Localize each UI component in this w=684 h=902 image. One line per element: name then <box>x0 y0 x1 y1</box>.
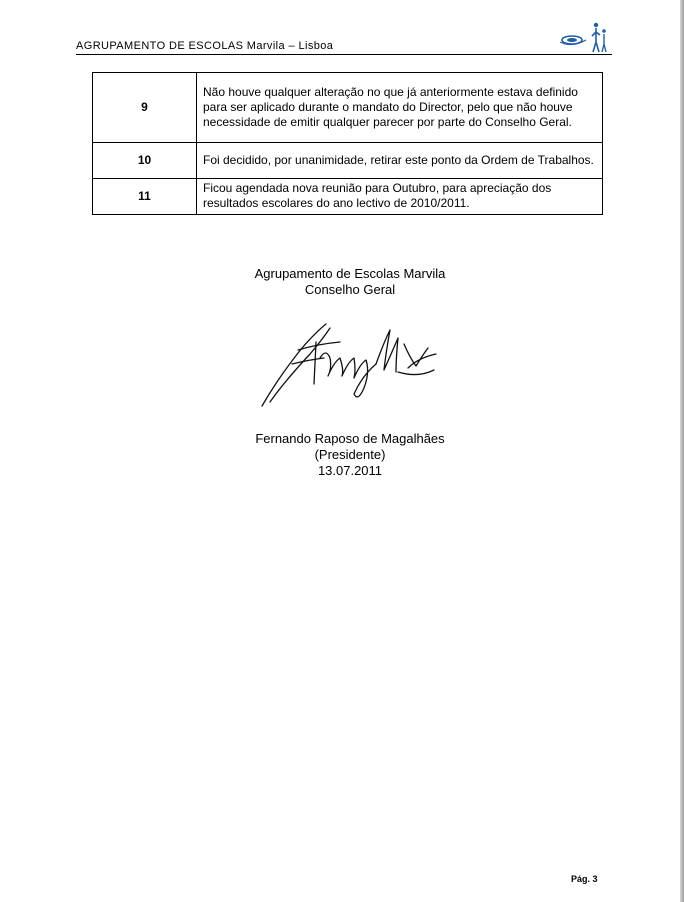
item-text: Não houve qualquer alteração no que já anteriormente estava definido para ser aplicado durante o mandato do Director, pelo que não houve necessidade de emitir qualquer parecer por parte do Conselho Geral. <box>197 73 603 143</box>
item-number: 9 <box>93 73 197 143</box>
item-number: 10 <box>93 143 197 179</box>
signature-date: 13.07.2011 <box>317 463 383 478</box>
page-header: AGRUPAMENTO DE ESCOLAS Marvila – Lisboa <box>76 40 334 52</box>
page-edge <box>680 0 684 902</box>
page-number: Pág. 3 <box>571 874 598 884</box>
item-text: Ficou agendada nova reunião para Outubro, para apreciação dos resultados escolares do ano lectivo de 2010/2011. <box>197 179 603 215</box>
item-number: 11 <box>93 179 197 215</box>
minutes-table <box>92 72 603 215</box>
signatory-role: (Presidente) <box>314 447 386 462</box>
handwritten-signature <box>258 318 440 410</box>
school-logo-icon <box>558 20 610 54</box>
table-row <box>93 73 603 143</box>
signatory-name: Fernando Raposo de Magalhães <box>255 431 445 446</box>
table-row <box>93 143 603 179</box>
table-row <box>93 179 603 215</box>
header-divider <box>76 54 612 55</box>
signatory-block <box>200 431 500 479</box>
signature-heading <box>200 266 500 298</box>
item-text: Foi decidido, por unanimidade, retirar este ponto da Ordem de Trabalhos. <box>197 143 603 179</box>
council-name: Conselho Geral <box>304 282 396 297</box>
organization-name: Agrupamento de Escolas Marvila <box>254 266 446 281</box>
